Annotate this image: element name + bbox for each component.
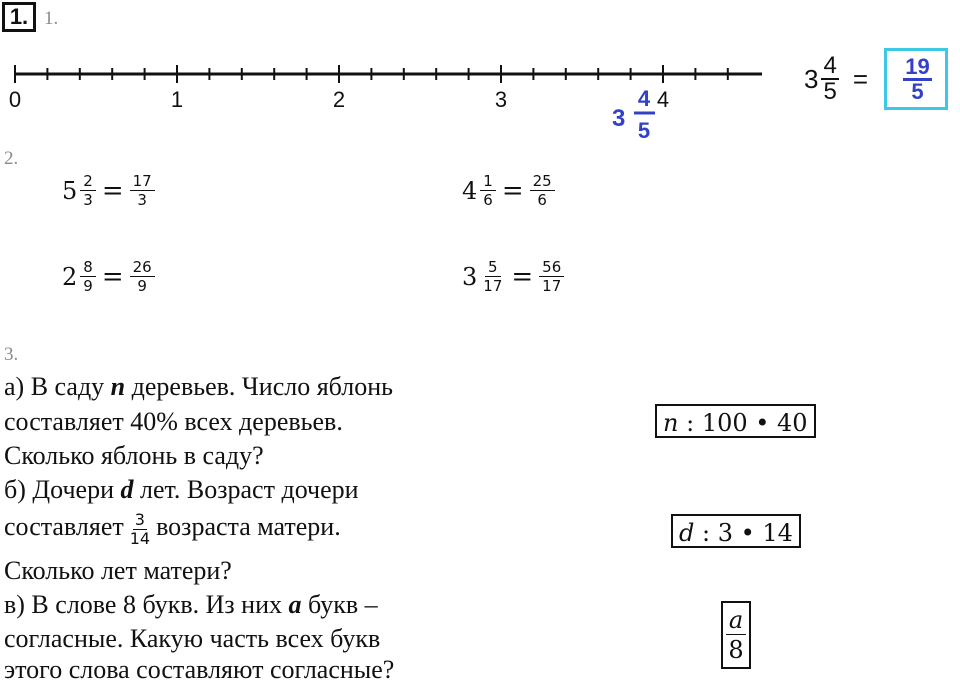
var-a: a bbox=[288, 590, 302, 619]
eq2-rnum: 25 bbox=[530, 172, 555, 191]
eq3-den: 9 bbox=[83, 277, 93, 295]
problem-b-line1: б) Дочери d лет. Возраст дочери bbox=[4, 475, 359, 504]
tick-label: 4 bbox=[656, 87, 670, 112]
answer-denominator: 5 bbox=[637, 118, 651, 143]
equation-3 bbox=[62, 258, 155, 295]
task-number-box bbox=[2, 2, 36, 32]
problem-b-line2: составляет $\frac{3}{14}$ возраста матери. bbox=[4, 509, 341, 548]
eq3-whole: 2 bbox=[62, 262, 78, 291]
problem-a-line3: Сколько яблонь в саду? bbox=[4, 441, 264, 470]
top-whole: 3 bbox=[804, 63, 819, 94]
eq3-rden: 9 bbox=[137, 277, 147, 295]
answer-whole: 3 bbox=[612, 105, 626, 132]
top-equation bbox=[804, 46, 948, 112]
problem-a-line2: составляет 40% всех деревьев. bbox=[4, 407, 343, 436]
eq3-rnum: 26 bbox=[130, 258, 155, 277]
tick-label: 0 bbox=[8, 87, 22, 112]
part3-label: 3. bbox=[4, 344, 19, 365]
answer-b-box: d : 3 • 14 bbox=[671, 514, 801, 548]
eq1-num: 2 bbox=[80, 172, 96, 191]
tick-label: 2 bbox=[332, 87, 346, 112]
var-d: d bbox=[120, 475, 134, 504]
eq1-rden: 3 bbox=[137, 191, 147, 209]
task-number: 1. bbox=[9, 4, 29, 29]
eq1-rnum: 17 bbox=[130, 172, 155, 191]
fraction-3-14: $\frac{3}{14}$ bbox=[129, 509, 151, 548]
eq2-num: 1 bbox=[480, 172, 496, 191]
part1-label: 1. bbox=[44, 8, 59, 29]
eq4-rnum: 56 bbox=[539, 258, 564, 277]
problem-c-line3: этого слова составляют согласные? bbox=[4, 655, 395, 684]
eq1-whole: 5 bbox=[62, 176, 78, 205]
answer-c-box: $\frac{a}{8}$ bbox=[721, 601, 751, 669]
eq1-equals: = bbox=[101, 175, 124, 206]
number-line bbox=[0, 40, 780, 150]
number-line-labels bbox=[9, 87, 669, 112]
problem-a-line1: а) В саду n деревьев. Число яблонь bbox=[4, 372, 394, 401]
top-equals: = bbox=[852, 63, 869, 94]
top-denominator: 5 bbox=[823, 78, 837, 105]
number-line-answer bbox=[612, 86, 655, 143]
top-numerator: 4 bbox=[823, 52, 837, 79]
eq4-rden: 17 bbox=[542, 277, 562, 295]
eq2-whole: 4 bbox=[462, 176, 478, 205]
eq1-den: 3 bbox=[83, 191, 93, 209]
problem-c-line1: в) В слове 8 букв. Из них a букв – bbox=[4, 590, 378, 619]
answer-box-denominator: 5 bbox=[911, 78, 924, 104]
equation-4 bbox=[462, 258, 564, 295]
eq2-den: 6 bbox=[483, 191, 493, 209]
answer-box bbox=[884, 48, 948, 110]
answer-fraction bbox=[903, 53, 931, 104]
part2-label: 2. bbox=[4, 148, 19, 169]
answer-box-numerator: 19 bbox=[905, 53, 930, 79]
eq2-rden: 6 bbox=[537, 191, 547, 209]
eq4-equals: = bbox=[511, 261, 534, 292]
eq4-den: 17 bbox=[483, 277, 503, 295]
eq3-num: 8 bbox=[80, 258, 96, 277]
equation-1 bbox=[62, 172, 155, 209]
eq2-equals: = bbox=[501, 175, 524, 206]
problem-c-line2: согласные. Какую часть всех букв bbox=[4, 624, 381, 653]
answer-numerator: 4 bbox=[637, 86, 651, 111]
eq4-num: 5 bbox=[485, 258, 501, 277]
top-fraction bbox=[821, 54, 838, 104]
tick-label: 1 bbox=[170, 87, 184, 112]
var-n: n bbox=[110, 372, 126, 401]
tick-label: 3 bbox=[494, 87, 508, 112]
eq4-whole: 3 bbox=[462, 262, 478, 291]
answer-a-box: n : 100 • 40 bbox=[655, 404, 816, 438]
problem-b-line3: Сколько лет матери? bbox=[4, 556, 232, 585]
eq3-equals: = bbox=[101, 261, 124, 292]
equation-2 bbox=[462, 172, 555, 209]
